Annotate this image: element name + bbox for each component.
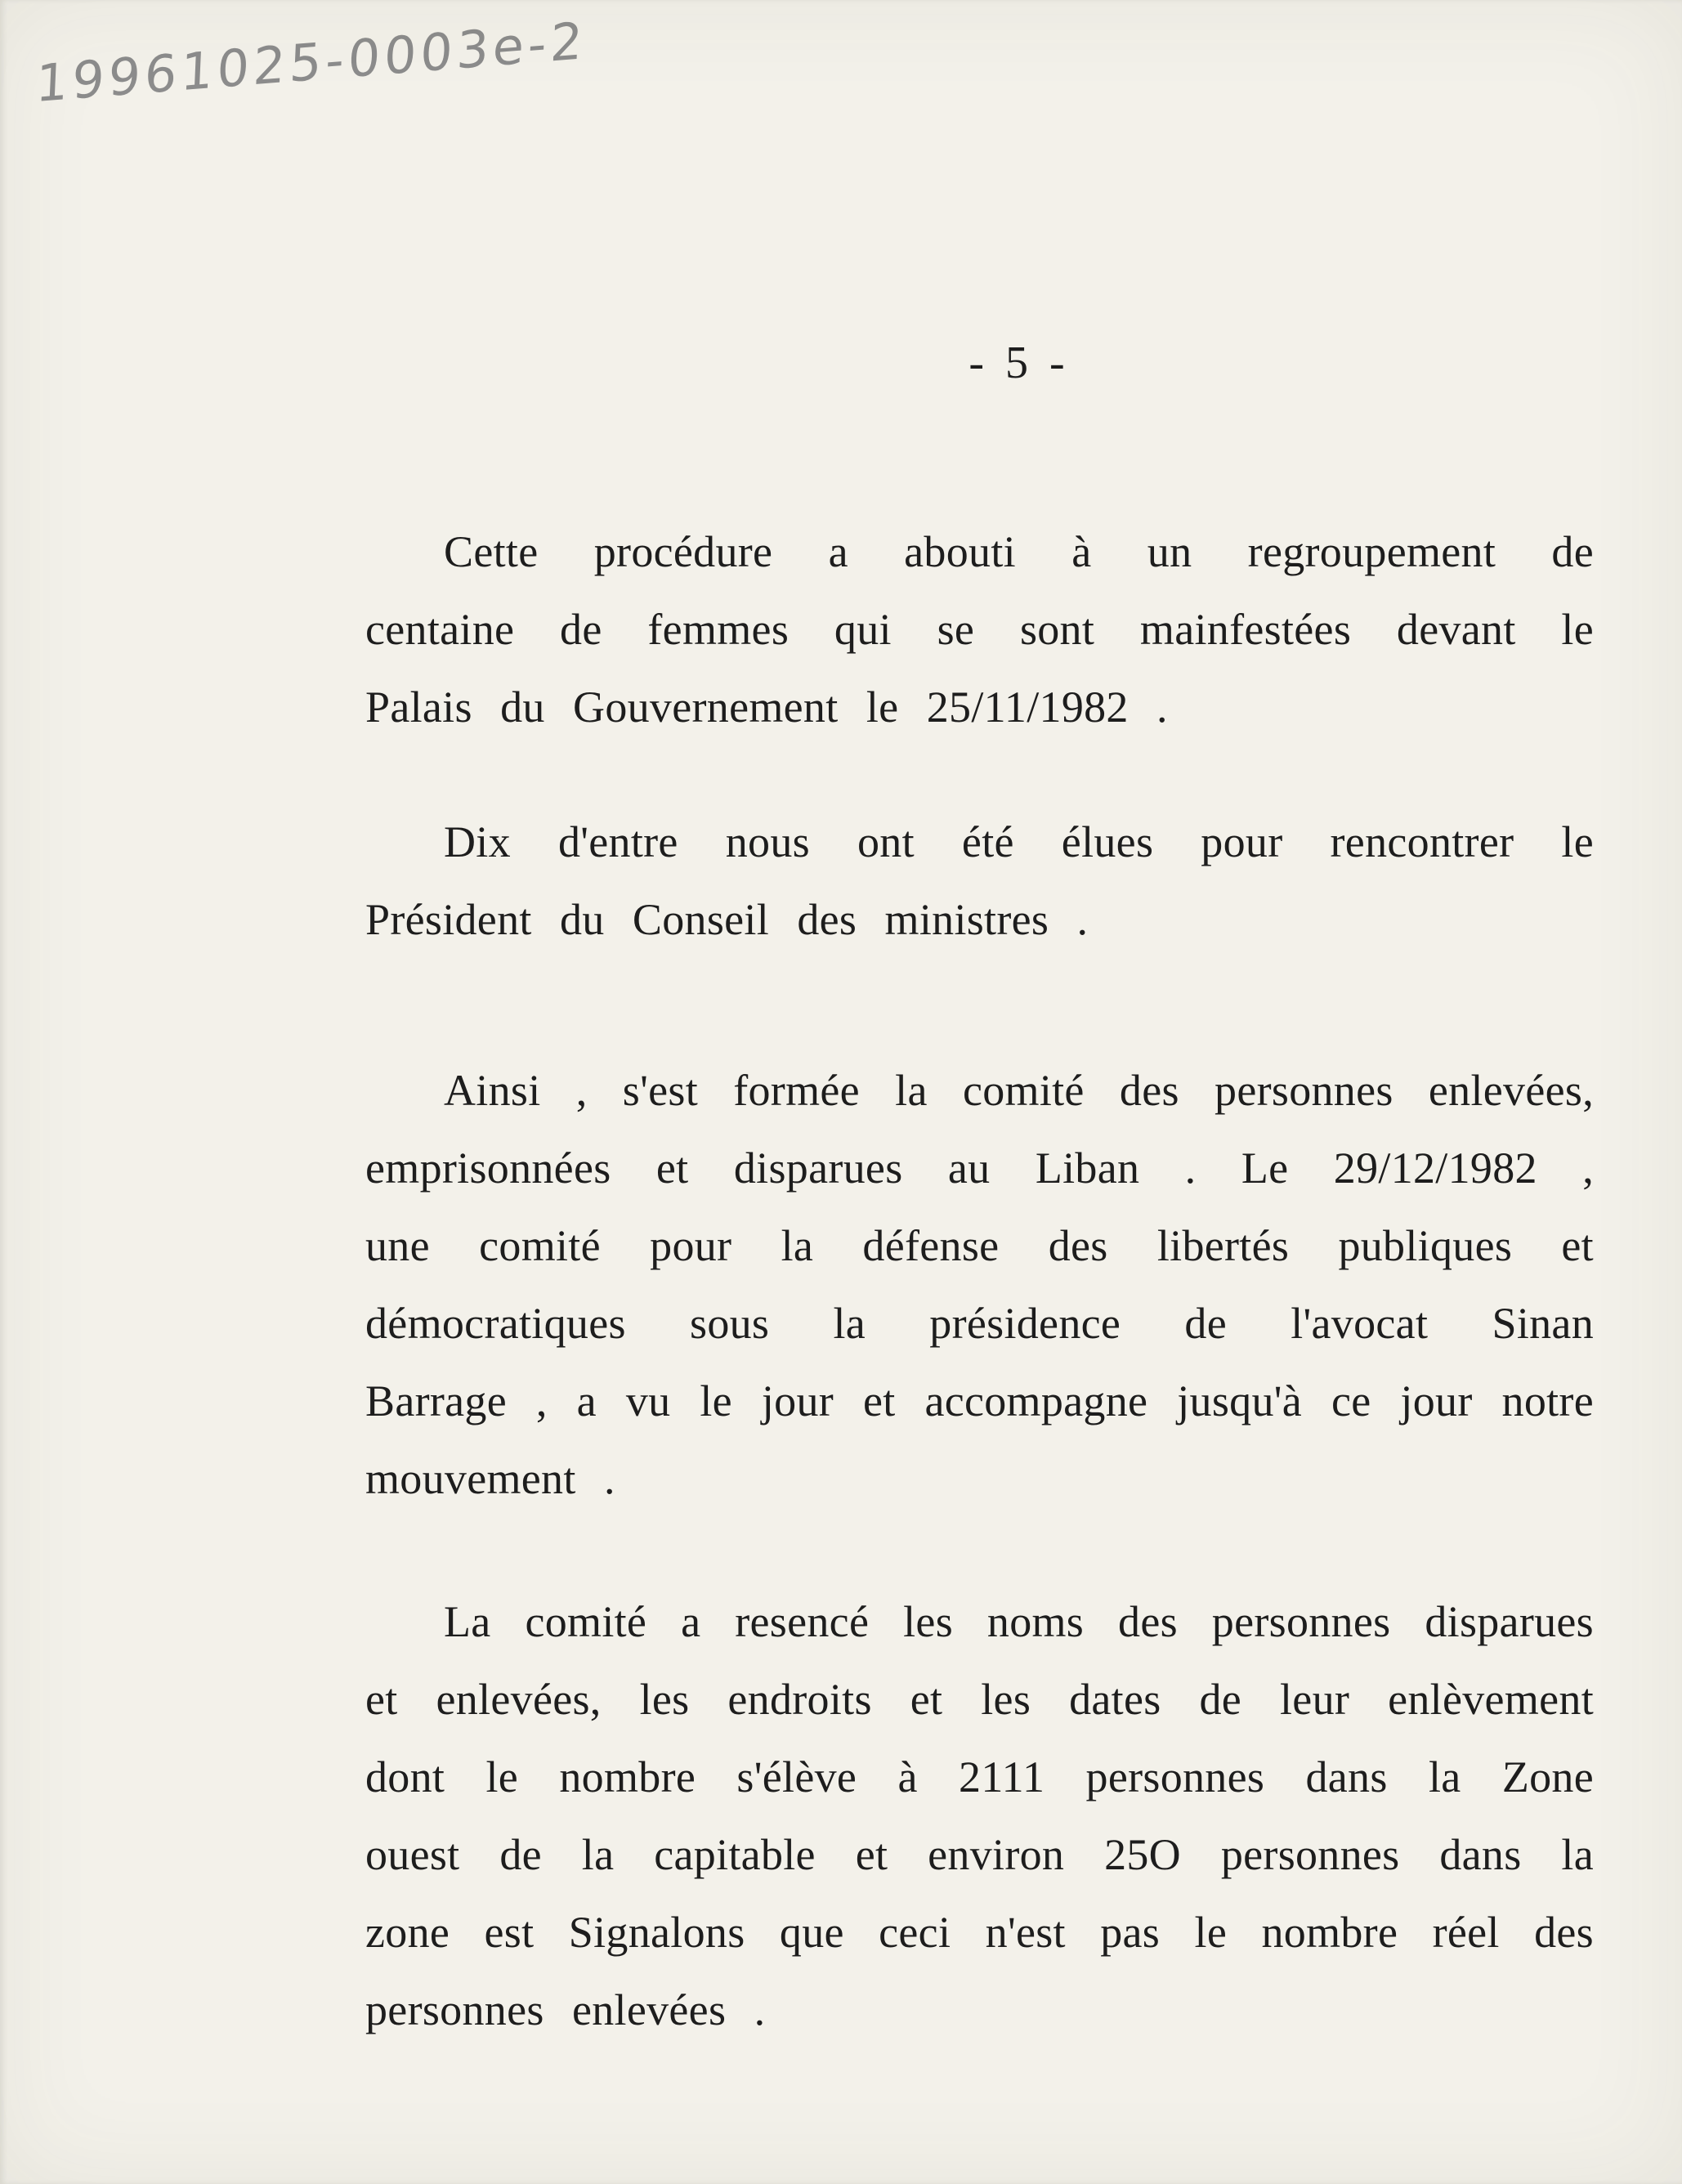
text-line: Cette procédure a abouti à un regroupement de — [444, 527, 1594, 576]
paragraph — [365, 803, 1594, 959]
text-line: Barrage , a vu le jour et accompagne jusqu'à ce jour notre — [365, 1376, 1594, 1425]
text-line: Dix d'entre nous ont été élues pour rencontrer le — [444, 817, 1594, 866]
text-line: zone est Signalons que ceci n'est pas le nombre réel des — [365, 1908, 1594, 1957]
text-line: démocratiques sous la présidence de l'avocat Sinan — [365, 1299, 1594, 1348]
paragraph — [365, 1052, 1594, 1518]
text-line: dont le nombre s'élève à 2111 personnes dans la Zone — [365, 1752, 1594, 1801]
document-body — [365, 513, 1594, 2049]
text-line: une comité pour la défense des libertés publiques et — [365, 1221, 1594, 1270]
text-line: personnes enlevées . — [365, 1985, 766, 2034]
text-line: emprisonnées et disparues au Liban . Le 29/12/1982 , — [365, 1143, 1594, 1193]
text-line: La comité a resencé les noms des personnes disparues — [444, 1597, 1594, 1646]
paragraph — [365, 1583, 1594, 2049]
paragraph — [365, 513, 1594, 746]
text-line: mouvement . — [365, 1454, 615, 1503]
handwritten-annotation: 19961025-0003e-2 — [34, 10, 588, 114]
text-line: et enlevées, les endroits et les dates de leur enlèvement — [365, 1675, 1594, 1724]
text-line: Palais du Gouvernement le 25/11/1982 . — [365, 682, 1168, 732]
text-line: ouest de la capitable et environ 25O personnes dans la — [365, 1830, 1594, 1879]
page-number: - 5 - — [968, 338, 1070, 388]
text-line: Ainsi , s'est formée la comité des personnes enlevées, — [444, 1066, 1594, 1115]
text-line: centaine de femmes qui se sont mainfestées devant le — [365, 605, 1594, 654]
text-line: Président du Conseil des ministres . — [365, 895, 1089, 944]
